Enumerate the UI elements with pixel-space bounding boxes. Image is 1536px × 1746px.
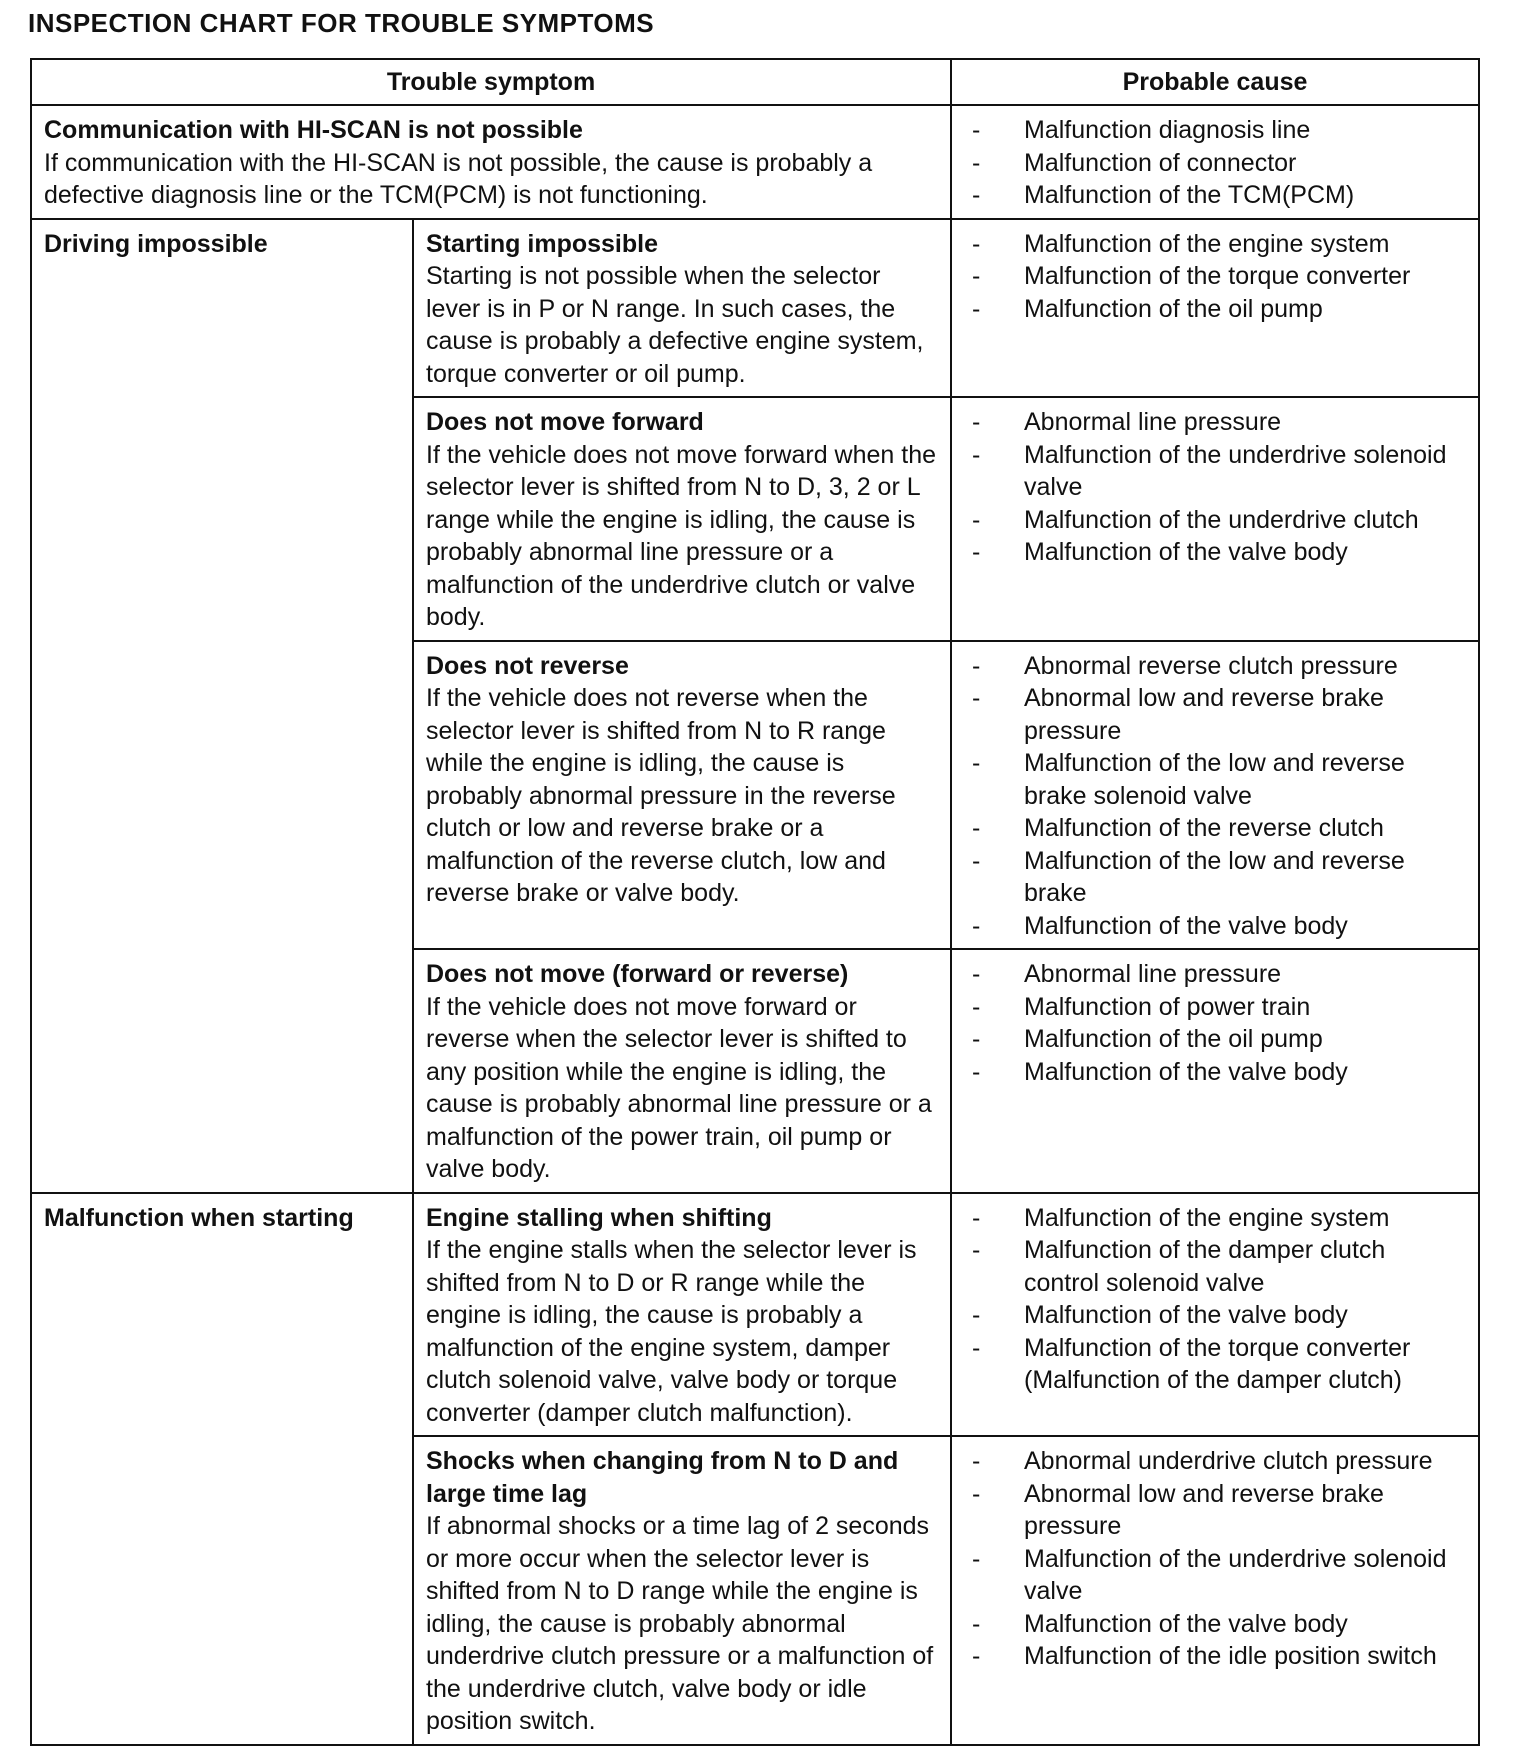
cause-text: Malfunction of the low and reverse brake solenoid valve (1024, 749, 1405, 810)
cause-text: Malfunction of the valve body (1024, 911, 1348, 940)
cause-list (964, 958, 1466, 1088)
cause-text: Malfunction of the underdrive solenoid valve (1024, 440, 1447, 501)
bullet-dash: - (972, 1479, 981, 1508)
cause-item (964, 910, 1466, 943)
cause-text: Malfunction of the valve body (1024, 538, 1348, 566)
inspection-chart-table (30, 58, 1480, 1746)
bullet-dash: - (972, 960, 981, 988)
cause-cell (951, 397, 1479, 641)
cause-text: Malfunction of the torque converter (1024, 262, 1411, 290)
bullet-dash: - (972, 651, 981, 680)
cause-list (964, 406, 1466, 569)
cause-cell (951, 1193, 1479, 1437)
group-label: Driving impossible (44, 229, 268, 258)
cause-text: Malfunction of the reverse clutch (1024, 814, 1384, 842)
symptom-row (31, 1193, 1479, 1437)
cause-item (964, 1608, 1466, 1641)
cause-list (964, 1202, 1466, 1397)
symptom-description: Starting is not possible when the selector lever is in P or N range. In such cases, the cause is probably a defective engine system, torque converter or oil pump. (426, 262, 924, 388)
bullet-dash: - (972, 1447, 981, 1475)
symptom-cell (413, 949, 951, 1193)
bullet-dash: - (972, 1609, 981, 1638)
cause-text: Abnormal underdrive clutch pressure (1024, 1447, 1433, 1475)
cause-item (964, 1445, 1466, 1478)
cause-text: Malfunction of the valve body (1024, 1609, 1348, 1638)
cause-text: Malfunction of the valve body (1024, 1057, 1348, 1086)
bullet-dash: - (972, 294, 981, 323)
cause-text: Malfunction of the low and reverse brake (1024, 846, 1405, 907)
bullet-dash: - (972, 814, 981, 842)
page-title: INSPECTION CHART FOR TROUBLE SYMPTOMS (28, 8, 655, 38)
symptom-description: If the engine stalls when the selector lever is shifted from N to D or R range while the engine is idling, the cause is probably a malfunction of the engine system, damper clutch solenoid valve, valve body or torque converter (damper clutch malfunction). (426, 1236, 917, 1427)
cause-text: Malfunction of the underdrive clutch (1024, 505, 1419, 534)
bullet-dash: - (972, 505, 981, 534)
bullet-dash: - (972, 1333, 981, 1362)
cause-text: Malfunction of the valve body (1024, 1301, 1348, 1329)
symptom-cell (413, 1436, 951, 1745)
cause-cell (951, 641, 1479, 950)
bullet-dash: - (972, 846, 981, 875)
cause-item (964, 958, 1466, 991)
cause-item (964, 406, 1466, 439)
bullet-dash: - (972, 911, 981, 940)
symptom-cell (31, 105, 951, 219)
cause-text: Malfunction of the idle position switch (1024, 1642, 1437, 1670)
bullet-dash: - (972, 1301, 981, 1329)
symptom-title: Does not move (forward or reverse) (426, 960, 849, 988)
cause-text: Abnormal low and reverse brake pressure (1024, 1479, 1384, 1540)
cause-cell (951, 219, 1479, 398)
cause-item (964, 536, 1466, 569)
cause-list (964, 114, 1466, 212)
group-cell-driving-impossible (31, 219, 413, 1193)
cause-text: Malfunction of the oil pump (1024, 1025, 1323, 1053)
cause-text: Malfunction diagnosis line (1024, 116, 1311, 144)
cause-item (964, 1234, 1466, 1299)
symptom-row (31, 219, 1479, 398)
cause-text: Abnormal reverse clutch pressure (1024, 651, 1398, 680)
symptom-cell (413, 1193, 951, 1437)
cause-item (964, 228, 1466, 261)
cause-item (964, 1056, 1466, 1089)
cause-item (964, 845, 1466, 910)
symptom-description: If communication with the HI-SCAN is not possible, the cause is probably a defective diagnosis line or the TCM(PCM) is not functioning. (44, 148, 873, 209)
symptom-row-communication (31, 105, 1479, 219)
cause-text: Abnormal line pressure (1024, 408, 1282, 436)
group-cell-malfunction-when-starting (31, 1193, 413, 1745)
cause-item (964, 747, 1466, 812)
symptom-title: Communication with HI-SCAN is not possible (44, 116, 583, 144)
cause-list (964, 650, 1466, 943)
cause-text: Malfunction of the engine system (1024, 229, 1390, 258)
symptom-description: If the vehicle does not move forward or reverse when the selector lever is shifted to any position while the engine is idling, the cause is probably abnormal line pressure or a malfunction of the power train, oil pump or valve body. (426, 992, 932, 1183)
symptom-description: If abnormal shocks or a time lag of 2 seconds or more occur when the selector lever is shifted from N to D range while the engine is idling, the cause is probably abnormal underdrive clutch pressure or a malfunction of the underdrive clutch, valve body or idle position switch. (426, 1512, 934, 1735)
header-probable-cause: Probable cause (951, 59, 1479, 105)
bullet-dash: - (972, 229, 981, 258)
cause-item (964, 114, 1466, 147)
cause-item (964, 504, 1466, 537)
symptom-cell (413, 219, 951, 398)
cause-item (964, 991, 1466, 1024)
header-trouble-symptom: Trouble symptom (31, 59, 951, 105)
bullet-dash: - (972, 1057, 981, 1086)
cause-cell (951, 105, 1479, 219)
cause-text: Malfunction of the TCM(PCM) (1024, 181, 1355, 209)
bullet-dash: - (972, 440, 981, 469)
cause-item (964, 260, 1466, 293)
cause-item (964, 1478, 1466, 1543)
cause-item (964, 1023, 1466, 1056)
bullet-dash: - (972, 148, 981, 177)
symptom-cell (413, 397, 951, 641)
cause-cell (951, 1436, 1479, 1745)
bullet-dash: - (972, 408, 981, 436)
bullet-dash: - (972, 749, 981, 777)
symptom-cell (413, 641, 951, 950)
cause-text: Malfunction of power train (1024, 992, 1311, 1021)
symptom-title: Does not reverse (426, 651, 629, 680)
cause-text: Abnormal low and reverse brake pressure (1024, 684, 1384, 745)
cause-item (964, 1332, 1466, 1397)
cause-text: Malfunction of connector (1024, 148, 1297, 177)
bullet-dash: - (972, 181, 981, 209)
bullet-dash: - (972, 538, 981, 566)
cause-text: Abnormal line pressure (1024, 960, 1282, 988)
cause-text: Malfunction of the damper clutch control solenoid valve (1024, 1236, 1386, 1297)
header-row (31, 59, 1479, 105)
bullet-dash: - (972, 1236, 981, 1264)
symptom-title: Engine stalling when shifting (426, 1203, 772, 1232)
cause-text: Malfunction of the torque converter (Malfunction of the damper clutch) (1024, 1333, 1411, 1394)
cause-item (964, 439, 1466, 504)
cause-text: Malfunction of the engine system (1024, 1203, 1390, 1232)
bullet-dash: - (972, 1544, 981, 1573)
bullet-dash: - (972, 262, 981, 290)
symptom-description: If the vehicle does not move forward when the selector lever is shifted from N to D, 3, 2 or L range while the engine is idling, the cause is probably abnormal line pressure or a malfunction of the underdrive clutch or valve body. (426, 440, 937, 631)
group-label: Malfunction when starting (44, 1203, 354, 1232)
bullet-dash: - (972, 1203, 981, 1232)
cause-item (964, 1299, 1466, 1332)
cause-item (964, 147, 1466, 180)
cause-list (964, 228, 1466, 326)
cause-cell (951, 949, 1479, 1193)
bullet-dash: - (972, 116, 981, 144)
bullet-dash: - (972, 992, 981, 1021)
cause-item (964, 650, 1466, 683)
cause-text: Malfunction of the oil pump (1024, 294, 1323, 323)
cause-item (964, 682, 1466, 747)
cause-item (964, 179, 1466, 212)
symptom-title: Starting impossible (426, 229, 658, 258)
cause-item (964, 293, 1466, 326)
symptom-description: If the vehicle does not reverse when the selector lever is shifted from N to R range while the engine is idling, the cause is probably abnormal pressure in the reverse clutch or low and reverse brake or a malfunction of the reverse clutch, low and reverse brake or valve body. (426, 684, 896, 907)
symptom-title: Does not move forward (426, 408, 704, 436)
cause-item (964, 1543, 1466, 1608)
cause-item (964, 1640, 1466, 1673)
bullet-dash: - (972, 1025, 981, 1053)
bullet-dash: - (972, 684, 981, 712)
cause-text: Malfunction of the underdrive solenoid valve (1024, 1544, 1447, 1605)
symptom-title: Shocks when changing from N to D and large time lag (426, 1447, 899, 1508)
bullet-dash: - (972, 1642, 981, 1670)
cause-item (964, 812, 1466, 845)
cause-list (964, 1445, 1466, 1673)
cause-item (964, 1202, 1466, 1235)
